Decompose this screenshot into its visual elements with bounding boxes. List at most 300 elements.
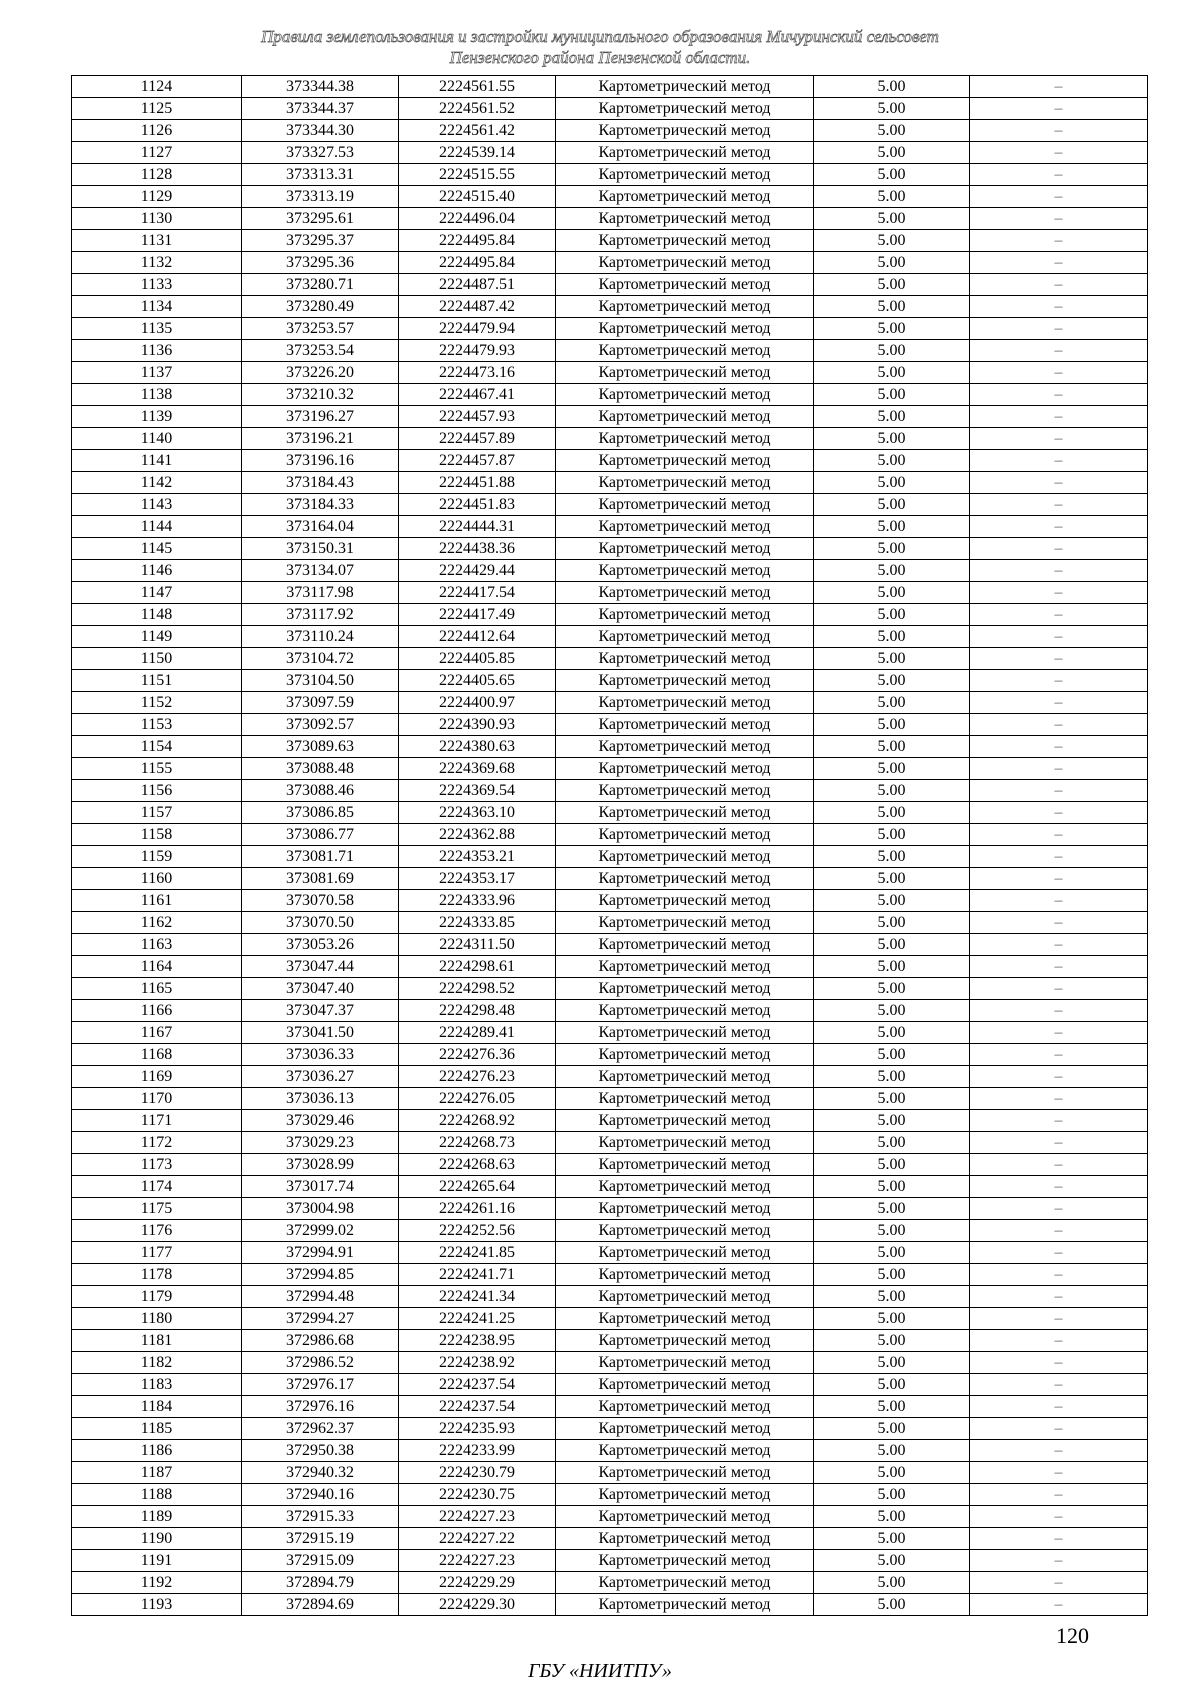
cell-y-coordinate: 2224561.55 xyxy=(399,76,556,98)
cell-y-coordinate: 2224353.17 xyxy=(399,868,556,890)
table-row xyxy=(72,604,1148,626)
cell-method: Картометрический метод xyxy=(556,780,814,802)
cell-x-coordinate: 373036.33 xyxy=(242,1044,399,1066)
cell-point-number: 1149 xyxy=(72,626,242,648)
table-row xyxy=(72,736,1148,758)
page-footer: ГБУ «НИИТПУ» xyxy=(528,1660,672,1682)
table-row xyxy=(72,1308,1148,1330)
cell-accuracy: 5.00 xyxy=(814,76,970,98)
cell-y-coordinate: 2224363.10 xyxy=(399,802,556,824)
cell-point-number: 1128 xyxy=(72,164,242,186)
cell-accuracy: 5.00 xyxy=(814,98,970,120)
cell-note: – xyxy=(970,670,1148,692)
cell-accuracy: 5.00 xyxy=(814,208,970,230)
cell-point-number: 1134 xyxy=(72,296,242,318)
cell-note: – xyxy=(970,1044,1148,1066)
cell-note: – xyxy=(970,1220,1148,1242)
table-row xyxy=(72,1396,1148,1418)
cell-accuracy: 5.00 xyxy=(814,1220,970,1242)
cell-method: Картометрический метод xyxy=(556,1550,814,1572)
cell-note: – xyxy=(970,362,1148,384)
cell-point-number: 1153 xyxy=(72,714,242,736)
cell-x-coordinate: 373036.13 xyxy=(242,1088,399,1110)
cell-method: Картометрический метод xyxy=(556,1154,814,1176)
cell-method: Картометрический метод xyxy=(556,692,814,714)
header-line-1: Правила землепользования и застройки муниципального образования Мичуринский сельсовет xyxy=(261,27,939,46)
cell-x-coordinate: 373088.48 xyxy=(242,758,399,780)
cell-x-coordinate: 373150.31 xyxy=(242,538,399,560)
cell-point-number: 1177 xyxy=(72,1242,242,1264)
cell-x-coordinate: 373253.54 xyxy=(242,340,399,362)
cell-y-coordinate: 2224479.93 xyxy=(399,340,556,362)
cell-method: Картометрический метод xyxy=(556,1440,814,1462)
cell-method: Картометрический метод xyxy=(556,340,814,362)
cell-method: Картометрический метод xyxy=(556,648,814,670)
cell-method: Картометрический метод xyxy=(556,1220,814,1242)
table-row xyxy=(72,846,1148,868)
cell-note: – xyxy=(970,406,1148,428)
table-row xyxy=(72,626,1148,648)
cell-x-coordinate: 373196.27 xyxy=(242,406,399,428)
table-row xyxy=(72,1484,1148,1506)
cell-y-coordinate: 2224241.34 xyxy=(399,1286,556,1308)
table-row xyxy=(72,1154,1148,1176)
cell-method: Картометрический метод xyxy=(556,98,814,120)
cell-y-coordinate: 2224496.04 xyxy=(399,208,556,230)
cell-point-number: 1152 xyxy=(72,692,242,714)
cell-x-coordinate: 373253.57 xyxy=(242,318,399,340)
table-row xyxy=(72,406,1148,428)
cell-y-coordinate: 2224276.05 xyxy=(399,1088,556,1110)
cell-accuracy: 5.00 xyxy=(814,648,970,670)
cell-x-coordinate: 372915.19 xyxy=(242,1528,399,1550)
cell-y-coordinate: 2224333.96 xyxy=(399,890,556,912)
cell-method: Картометрический метод xyxy=(556,1506,814,1528)
cell-note: – xyxy=(970,296,1148,318)
cell-x-coordinate: 373344.37 xyxy=(242,98,399,120)
cell-accuracy: 5.00 xyxy=(814,296,970,318)
cell-point-number: 1142 xyxy=(72,472,242,494)
cell-y-coordinate: 2224457.87 xyxy=(399,450,556,472)
cell-x-coordinate: 373117.92 xyxy=(242,604,399,626)
cell-y-coordinate: 2224268.73 xyxy=(399,1132,556,1154)
cell-point-number: 1188 xyxy=(72,1484,242,1506)
cell-point-number: 1168 xyxy=(72,1044,242,1066)
cell-x-coordinate: 372976.16 xyxy=(242,1396,399,1418)
cell-y-coordinate: 2224429.44 xyxy=(399,560,556,582)
cell-note: – xyxy=(970,1528,1148,1550)
cell-method: Картометрический метод xyxy=(556,274,814,296)
cell-accuracy: 5.00 xyxy=(814,1286,970,1308)
table-row xyxy=(72,1374,1148,1396)
cell-point-number: 1192 xyxy=(72,1572,242,1594)
cell-method: Картометрический метод xyxy=(556,956,814,978)
table-row xyxy=(72,670,1148,692)
cell-y-coordinate: 2224333.85 xyxy=(399,912,556,934)
cell-point-number: 1181 xyxy=(72,1330,242,1352)
table-row xyxy=(72,890,1148,912)
cell-point-number: 1125 xyxy=(72,98,242,120)
cell-y-coordinate: 2224227.23 xyxy=(399,1550,556,1572)
cell-y-coordinate: 2224405.65 xyxy=(399,670,556,692)
cell-y-coordinate: 2224268.92 xyxy=(399,1110,556,1132)
cell-accuracy: 5.00 xyxy=(814,824,970,846)
cell-accuracy: 5.00 xyxy=(814,978,970,1000)
cell-note: – xyxy=(970,978,1148,1000)
cell-method: Картометрический метод xyxy=(556,1066,814,1088)
cell-x-coordinate: 373280.71 xyxy=(242,274,399,296)
table-row xyxy=(72,1506,1148,1528)
cell-y-coordinate: 2224233.99 xyxy=(399,1440,556,1462)
cell-method: Картометрический метод xyxy=(556,1396,814,1418)
cell-accuracy: 5.00 xyxy=(814,516,970,538)
cell-y-coordinate: 2224265.64 xyxy=(399,1176,556,1198)
cell-method: Картометрический метод xyxy=(556,934,814,956)
cell-y-coordinate: 2224238.92 xyxy=(399,1352,556,1374)
cell-y-coordinate: 2224227.23 xyxy=(399,1506,556,1528)
cell-accuracy: 5.00 xyxy=(814,736,970,758)
cell-note: – xyxy=(970,516,1148,538)
cell-accuracy: 5.00 xyxy=(814,692,970,714)
cell-accuracy: 5.00 xyxy=(814,1198,970,1220)
cell-note: – xyxy=(970,76,1148,98)
cell-note: – xyxy=(970,714,1148,736)
cell-x-coordinate: 373117.98 xyxy=(242,582,399,604)
cell-x-coordinate: 372894.69 xyxy=(242,1594,399,1616)
cell-point-number: 1178 xyxy=(72,1264,242,1286)
cell-x-coordinate: 372986.68 xyxy=(242,1330,399,1352)
page-number: 120 xyxy=(1056,1623,1089,1648)
cell-method: Картометрический метод xyxy=(556,758,814,780)
cell-note: – xyxy=(970,736,1148,758)
cell-method: Картометрический метод xyxy=(556,76,814,98)
table-row xyxy=(72,450,1148,472)
cell-note: – xyxy=(970,1352,1148,1374)
cell-method: Картометрический метод xyxy=(556,384,814,406)
cell-method: Картометрический метод xyxy=(556,890,814,912)
cell-y-coordinate: 2224473.16 xyxy=(399,362,556,384)
cell-point-number: 1159 xyxy=(72,846,242,868)
cell-method: Картометрический метод xyxy=(556,142,814,164)
cell-x-coordinate: 373104.50 xyxy=(242,670,399,692)
cell-method: Картометрический метод xyxy=(556,538,814,560)
cell-note: – xyxy=(970,692,1148,714)
cell-y-coordinate: 2224561.52 xyxy=(399,98,556,120)
table-row xyxy=(72,296,1148,318)
cell-note: – xyxy=(970,494,1148,516)
cell-x-coordinate: 373092.57 xyxy=(242,714,399,736)
cell-method: Картометрический метод xyxy=(556,604,814,626)
table-row xyxy=(72,1198,1148,1220)
cell-note: – xyxy=(970,912,1148,934)
cell-y-coordinate: 2224298.52 xyxy=(399,978,556,1000)
cell-point-number: 1180 xyxy=(72,1308,242,1330)
cell-y-coordinate: 2224467.41 xyxy=(399,384,556,406)
coordinates-table xyxy=(71,75,1148,1616)
cell-accuracy: 5.00 xyxy=(814,120,970,142)
cell-note: – xyxy=(970,1176,1148,1198)
cell-note: – xyxy=(970,1572,1148,1594)
table-row xyxy=(72,384,1148,406)
cell-y-coordinate: 2224487.51 xyxy=(399,274,556,296)
cell-note: – xyxy=(970,274,1148,296)
cell-point-number: 1151 xyxy=(72,670,242,692)
cell-accuracy: 5.00 xyxy=(814,252,970,274)
cell-y-coordinate: 2224276.36 xyxy=(399,1044,556,1066)
cell-accuracy: 5.00 xyxy=(814,1330,970,1352)
cell-accuracy: 5.00 xyxy=(814,1506,970,1528)
cell-accuracy: 5.00 xyxy=(814,142,970,164)
cell-y-coordinate: 2224237.54 xyxy=(399,1396,556,1418)
cell-note: – xyxy=(970,538,1148,560)
cell-x-coordinate: 372915.09 xyxy=(242,1550,399,1572)
cell-note: – xyxy=(970,1000,1148,1022)
cell-point-number: 1133 xyxy=(72,274,242,296)
cell-method: Картометрический метод xyxy=(556,1088,814,1110)
cell-accuracy: 5.00 xyxy=(814,1242,970,1264)
table-row xyxy=(72,318,1148,340)
cell-accuracy: 5.00 xyxy=(814,472,970,494)
cell-y-coordinate: 2224390.93 xyxy=(399,714,556,736)
cell-x-coordinate: 373196.16 xyxy=(242,450,399,472)
cell-accuracy: 5.00 xyxy=(814,714,970,736)
cell-method: Картометрический метод xyxy=(556,208,814,230)
cell-x-coordinate: 372976.17 xyxy=(242,1374,399,1396)
cell-note: – xyxy=(970,428,1148,450)
cell-y-coordinate: 2224289.41 xyxy=(399,1022,556,1044)
table-row xyxy=(72,1176,1148,1198)
table-row xyxy=(72,208,1148,230)
cell-x-coordinate: 373313.19 xyxy=(242,186,399,208)
cell-y-coordinate: 2224252.56 xyxy=(399,1220,556,1242)
cell-note: – xyxy=(970,1264,1148,1286)
cell-accuracy: 5.00 xyxy=(814,406,970,428)
cell-y-coordinate: 2224261.16 xyxy=(399,1198,556,1220)
cell-point-number: 1163 xyxy=(72,934,242,956)
cell-method: Картометрический метод xyxy=(556,736,814,758)
cell-point-number: 1155 xyxy=(72,758,242,780)
cell-accuracy: 5.00 xyxy=(814,758,970,780)
cell-note: – xyxy=(970,1308,1148,1330)
cell-note: – xyxy=(970,956,1148,978)
cell-y-coordinate: 2224369.54 xyxy=(399,780,556,802)
cell-method: Картометрический метод xyxy=(556,1242,814,1264)
table-row xyxy=(72,1594,1148,1616)
cell-point-number: 1129 xyxy=(72,186,242,208)
cell-note: – xyxy=(970,318,1148,340)
cell-x-coordinate: 372994.48 xyxy=(242,1286,399,1308)
table-row xyxy=(72,692,1148,714)
cell-y-coordinate: 2224438.36 xyxy=(399,538,556,560)
cell-x-coordinate: 372915.33 xyxy=(242,1506,399,1528)
cell-y-coordinate: 2224380.63 xyxy=(399,736,556,758)
table-row xyxy=(72,1528,1148,1550)
table-row xyxy=(72,956,1148,978)
cell-y-coordinate: 2224229.30 xyxy=(399,1594,556,1616)
cell-point-number: 1145 xyxy=(72,538,242,560)
cell-y-coordinate: 2224298.48 xyxy=(399,1000,556,1022)
cell-y-coordinate: 2224539.14 xyxy=(399,142,556,164)
cell-y-coordinate: 2224241.71 xyxy=(399,1264,556,1286)
cell-point-number: 1164 xyxy=(72,956,242,978)
cell-x-coordinate: 373047.44 xyxy=(242,956,399,978)
cell-method: Картометрический метод xyxy=(556,428,814,450)
cell-note: – xyxy=(970,252,1148,274)
cell-method: Картометрический метод xyxy=(556,1594,814,1616)
page-header xyxy=(0,26,1200,68)
table-row xyxy=(72,1264,1148,1286)
cell-y-coordinate: 2224276.23 xyxy=(399,1066,556,1088)
cell-note: – xyxy=(970,824,1148,846)
cell-note: – xyxy=(970,1154,1148,1176)
cell-y-coordinate: 2224268.63 xyxy=(399,1154,556,1176)
cell-method: Картометрический метод xyxy=(556,164,814,186)
cell-note: – xyxy=(970,1462,1148,1484)
cell-x-coordinate: 373104.72 xyxy=(242,648,399,670)
cell-note: – xyxy=(970,780,1148,802)
table-row xyxy=(72,340,1148,362)
cell-point-number: 1154 xyxy=(72,736,242,758)
cell-accuracy: 5.00 xyxy=(814,1000,970,1022)
cell-x-coordinate: 373029.23 xyxy=(242,1132,399,1154)
cell-x-coordinate: 373196.21 xyxy=(242,428,399,450)
cell-point-number: 1191 xyxy=(72,1550,242,1572)
cell-accuracy: 5.00 xyxy=(814,1550,970,1572)
cell-accuracy: 5.00 xyxy=(814,1308,970,1330)
cell-accuracy: 5.00 xyxy=(814,1594,970,1616)
table-row xyxy=(72,1000,1148,1022)
table-row xyxy=(72,1418,1148,1440)
cell-method: Картометрический метод xyxy=(556,1418,814,1440)
cell-x-coordinate: 373029.46 xyxy=(242,1110,399,1132)
cell-y-coordinate: 2224400.97 xyxy=(399,692,556,714)
cell-method: Картометрический метод xyxy=(556,230,814,252)
cell-x-coordinate: 373086.77 xyxy=(242,824,399,846)
table-row xyxy=(72,516,1148,538)
cell-method: Картометрический метод xyxy=(556,120,814,142)
cell-accuracy: 5.00 xyxy=(814,1374,970,1396)
cell-note: – xyxy=(970,142,1148,164)
cell-method: Картометрический метод xyxy=(556,1198,814,1220)
cell-point-number: 1143 xyxy=(72,494,242,516)
table-row xyxy=(72,142,1148,164)
cell-point-number: 1161 xyxy=(72,890,242,912)
cell-note: – xyxy=(970,340,1148,362)
cell-note: – xyxy=(970,384,1148,406)
cell-x-coordinate: 373088.46 xyxy=(242,780,399,802)
cell-method: Картометрический метод xyxy=(556,1308,814,1330)
cell-accuracy: 5.00 xyxy=(814,494,970,516)
cell-note: – xyxy=(970,1594,1148,1616)
cell-accuracy: 5.00 xyxy=(814,362,970,384)
cell-y-coordinate: 2224353.21 xyxy=(399,846,556,868)
cell-method: Картометрический метод xyxy=(556,1330,814,1352)
cell-point-number: 1144 xyxy=(72,516,242,538)
table-row xyxy=(72,274,1148,296)
cell-y-coordinate: 2224417.49 xyxy=(399,604,556,626)
cell-note: – xyxy=(970,1286,1148,1308)
cell-note: – xyxy=(970,472,1148,494)
cell-point-number: 1131 xyxy=(72,230,242,252)
cell-x-coordinate: 373344.30 xyxy=(242,120,399,142)
cell-x-coordinate: 372994.91 xyxy=(242,1242,399,1264)
cell-x-coordinate: 373028.99 xyxy=(242,1154,399,1176)
cell-x-coordinate: 373210.32 xyxy=(242,384,399,406)
cell-accuracy: 5.00 xyxy=(814,670,970,692)
table-row xyxy=(72,1286,1148,1308)
cell-accuracy: 5.00 xyxy=(814,626,970,648)
cell-method: Картометрический метод xyxy=(556,1462,814,1484)
cell-accuracy: 5.00 xyxy=(814,538,970,560)
cell-x-coordinate: 372940.16 xyxy=(242,1484,399,1506)
cell-accuracy: 5.00 xyxy=(814,1044,970,1066)
table-row xyxy=(72,362,1148,384)
cell-point-number: 1140 xyxy=(72,428,242,450)
cell-method: Картометрический метод xyxy=(556,186,814,208)
cell-note: – xyxy=(970,186,1148,208)
cell-method: Картометрический метод xyxy=(556,670,814,692)
cell-point-number: 1160 xyxy=(72,868,242,890)
cell-y-coordinate: 2224227.22 xyxy=(399,1528,556,1550)
cell-note: – xyxy=(970,648,1148,670)
cell-y-coordinate: 2224561.42 xyxy=(399,120,556,142)
cell-accuracy: 5.00 xyxy=(814,384,970,406)
cell-point-number: 1141 xyxy=(72,450,242,472)
table-row xyxy=(72,252,1148,274)
cell-note: – xyxy=(970,802,1148,824)
cell-point-number: 1136 xyxy=(72,340,242,362)
cell-method: Картометрический метод xyxy=(556,296,814,318)
cell-y-coordinate: 2224444.31 xyxy=(399,516,556,538)
cell-accuracy: 5.00 xyxy=(814,802,970,824)
cell-x-coordinate: 372986.52 xyxy=(242,1352,399,1374)
cell-accuracy: 5.00 xyxy=(814,846,970,868)
cell-point-number: 1127 xyxy=(72,142,242,164)
cell-accuracy: 5.00 xyxy=(814,1066,970,1088)
cell-note: – xyxy=(970,230,1148,252)
cell-x-coordinate: 373295.61 xyxy=(242,208,399,230)
cell-method: Картометрический метод xyxy=(556,1352,814,1374)
cell-point-number: 1179 xyxy=(72,1286,242,1308)
cell-method: Картометрический метод xyxy=(556,1484,814,1506)
cell-point-number: 1135 xyxy=(72,318,242,340)
cell-point-number: 1169 xyxy=(72,1066,242,1088)
cell-y-coordinate: 2224515.55 xyxy=(399,164,556,186)
cell-x-coordinate: 372940.32 xyxy=(242,1462,399,1484)
cell-method: Картометрический метод xyxy=(556,1132,814,1154)
cell-accuracy: 5.00 xyxy=(814,1022,970,1044)
cell-note: – xyxy=(970,846,1148,868)
cell-y-coordinate: 2224417.54 xyxy=(399,582,556,604)
cell-y-coordinate: 2224237.54 xyxy=(399,1374,556,1396)
cell-note: – xyxy=(970,1132,1148,1154)
cell-accuracy: 5.00 xyxy=(814,890,970,912)
table-row xyxy=(72,1088,1148,1110)
table-row xyxy=(72,560,1148,582)
table-row xyxy=(72,912,1148,934)
cell-note: – xyxy=(970,1418,1148,1440)
cell-point-number: 1182 xyxy=(72,1352,242,1374)
cell-note: – xyxy=(970,208,1148,230)
table-row xyxy=(72,714,1148,736)
cell-x-coordinate: 372962.37 xyxy=(242,1418,399,1440)
cell-accuracy: 5.00 xyxy=(814,1154,970,1176)
cell-note: – xyxy=(970,582,1148,604)
cell-accuracy: 5.00 xyxy=(814,560,970,582)
cell-x-coordinate: 373110.24 xyxy=(242,626,399,648)
table-row xyxy=(72,494,1148,516)
cell-note: – xyxy=(970,1022,1148,1044)
